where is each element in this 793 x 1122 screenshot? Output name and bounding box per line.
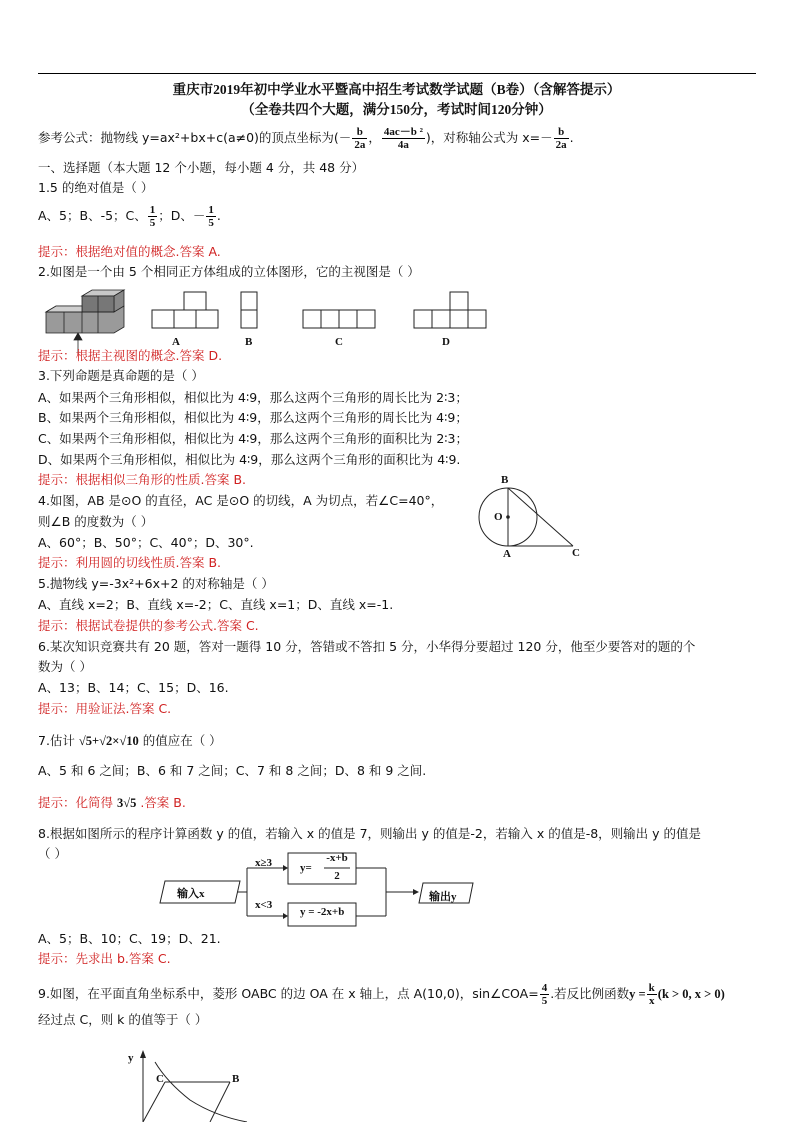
q3-option-d: D、如果两个三角形相似，相似比为 4∶9，那么这两个三角形的面积比为 4∶9. [38,452,461,467]
option-b-view [241,292,257,328]
option-d-label: D [442,336,450,348]
q7-hint: 提示：化简得 3√5 .答案 B. [38,795,186,810]
q7-stem: 7.估计 √5+√2×√10 的值应在（ ） [38,733,222,748]
q9-figure [125,1048,265,1122]
q3-option-b: B、如果两个三角形相似，相似比为 4∶9，那么这两个三角形的周长比为 4∶9； [38,410,468,425]
fc-formula2: y = -2x+b [300,906,345,918]
section-heading: 一、选择题（本大题 12 个小题，每小题 4 分，共 48 分） [38,160,365,175]
fc-cond1: x≥3 [255,857,273,869]
fraction-4ac-b2-4a: $\frac{\text{4ac－b ²}}{4a}$ [383,126,423,151]
q2-figure [38,286,758,356]
fraction-b-2a: $\frac{b}{2a}$ [354,126,366,151]
q1-hint: 提示：根据绝对值的概念.答案 A. [38,244,221,259]
segment-bc [508,488,573,546]
q8-options: A、5；B、10；C、19；D、21. [38,931,221,946]
q5-options: A、直线 x=2；B、直线 x=-2；C、直线 x=1；D、直线 x=-1. [38,597,394,612]
q4-options: A、60°；B、50°；C、40°；D、30°. [38,535,254,550]
option-a-view [152,292,218,328]
q5-stem: 5.抛物线 y=-3x²+6x+2 的对称轴是（ ） [38,576,274,591]
rhombus-edge-oc [143,1082,165,1122]
q2-hint: 提示：根据主视图的概念.答案 D. [38,348,223,363]
option-c-label: C [335,336,343,348]
q5-hint: 提示：根据试卷提供的参考公式.答案 C. [38,618,259,633]
option-b-label: B [245,336,253,348]
rhombus-edge-ab [210,1082,230,1122]
reference-formula: 参考公式：抛物线 y=ax²+bx+c(a≠0)的顶点坐标为(－ $\frac{b}{2a}$ ， $\frac{\text{4ac－b ²}}{4a}$ )，对称轴公式为 x=－ $\frac{b}{2a}$ . [38,126,574,151]
q4-stem-line1: 4.如图，AB 是⊙O 的直径，AC 是⊙O 的切线，A 为切点，若∠C=40°， [38,493,444,508]
q3-option-c: C、如果两个三角形相似，相似比为 4∶9，那么这两个三角形的面积比为 2∶3； [38,431,468,446]
q8-stem-line1: 8.根据如图所示的程序计算函数 y 的值，若输入 x 的值是 7，则输出 y 的值是-2，若输入 x 的值是-8，则输出 y 的值是 [38,826,702,841]
option-a-label: A [172,336,180,348]
q8-hint: 提示：先求出 b.答案 C. [38,951,171,966]
q1-stem: 1.5 的绝对值是（ ） [38,180,154,195]
q4-stem-line2: 则∠B 的度数为（ ） [38,514,154,529]
q1-options: A、5；B、-5；C、 $\frac{1}{5}$ ；D、－ $\frac{1}{5}$ . [38,204,221,229]
q7-expression: √5+√2×√10 [78,734,139,748]
top-rule [38,73,756,74]
page-subtitle: （全卷共四个大题，满分150分，考试时间120分钟） [241,102,552,117]
option-c-view [303,310,375,328]
fc-input-label: 输入x [177,888,205,900]
q6-options: A、13；B、14；C、15；D、16. [38,680,229,695]
fraction-axis: $\frac{b}{2a}$ [555,126,567,151]
fig4-label-c: C [572,547,580,559]
solid-figure [46,290,124,354]
q2-stem: 2.如图是一个由 5 个相同正方体组成的立体图形，它的主视图是（ ） [38,264,420,279]
q9-stem-line1: 9.如图，在平面直角坐标系中，菱形 OABC 的边 OA 在 x 轴上，点 A(10,0)，sin∠COA= $\frac{4}{5}$ .若反比例函数y = $\frac{k}{x}$ (k > 0, x > 0) [38,982,725,1007]
q3-option-a: A、如果两个三角形相似，相似比为 4∶9，那么这两个三角形的周长比为 2∶3； [38,390,468,405]
q9-stem-line2: 经过点 C，则 k 的值等于（ ） [38,1012,208,1027]
fc-cond2: x<3 [255,899,273,911]
fc-formula1-prefix: y= [300,862,312,874]
q7-options: A、5 和 6 之间；B、6 和 7 之间；C、7 和 8 之间；D、8 和 9 之间. [38,763,427,778]
q6-hint: 提示：用验证法.答案 C. [38,701,172,716]
fig4-label-a: A [503,548,511,560]
fc-formula1-den: 2 [334,870,340,882]
y-axis-arrow [140,1050,146,1058]
page-title: 重庆市2019年初中学业水平暨高中招生考试数学试题（B卷）（含解答提示） [172,82,621,97]
hyperbola-curve [155,1062,247,1122]
fig4-label-o: O [494,511,503,523]
q4-hint: 提示：利用圆的切线性质.答案 B. [38,555,221,570]
fig9-label-c: C [156,1073,164,1085]
q6-stem-line1: 6.某次知识竞赛共有 20 题，答对一题得 10 分，答错或不答扣 5 分，小华得分要超过 120 分，他至少要答对的题的个 [38,639,696,654]
fig9-label-y: y [128,1052,134,1064]
q6-stem-line2: 数为（ ） [38,659,92,674]
fc-formula1-num: -x+b [326,852,348,864]
center-point [506,515,510,519]
q8-stem-line2: （ ） [38,846,67,861]
option-d-view [414,292,486,328]
fig4-label-b: B [501,474,509,486]
fc-output-label: 输出y [429,891,457,903]
q3-hint: 提示：根据相似三角形的性质.答案 B. [38,472,246,487]
q3-stem: 3.下列命题是真命题的是（ ） [38,368,204,383]
fig9-label-b: B [232,1073,240,1085]
